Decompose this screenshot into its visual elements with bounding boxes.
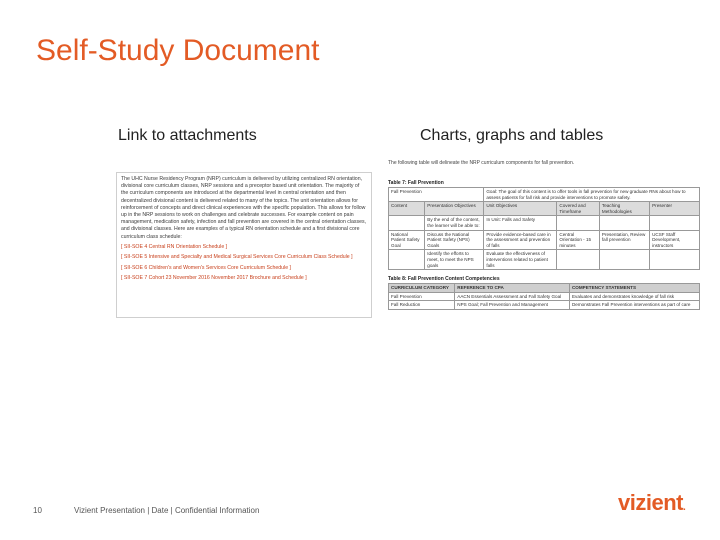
tables-intro: The following table will delineate the NRP curriculum components for fall prevention.: [388, 160, 575, 166]
table-cell: [650, 250, 700, 270]
table-cell: Evaluate the effectiveness of interventions related to patient falls: [484, 250, 557, 270]
table-cell: Demonstrates Fall Prevention interventions as part of care: [569, 301, 699, 310]
attachments-document-excerpt: [116, 172, 372, 318]
table-cell: [389, 216, 425, 230]
column-header: REFERENCE TO CPA: [455, 284, 570, 293]
table-cell: National Patient Safety Goal: [389, 230, 425, 250]
column-header: Covered and Timeframe: [557, 202, 600, 216]
tables-document-excerpt: [388, 160, 700, 400]
table-cell: UCSF Staff Development, instructors: [650, 230, 700, 250]
column-header: CURRICULUM CATEGORY: [389, 284, 455, 293]
table-cell: In Unit: Falls and Safety: [484, 216, 557, 230]
table-cell: [599, 250, 649, 270]
table-header-row: [389, 284, 700, 293]
fall-competencies-table: [388, 283, 700, 310]
attachment-link-cohort-brochure[interactable]: [ SII-SOE 7 Cohort 23 November 2016 November 2017 Brochure and Schedule ]: [121, 275, 307, 282]
table-row: [389, 216, 700, 230]
attachment-link-central-orientation[interactable]: [ SII-SOE 4 Central RN Orientation Schedule ]: [121, 243, 228, 250]
table-row: [389, 188, 700, 202]
attachment-link-childrens-womens[interactable]: [ SII-SOE 6 Children's and Women's Services Core Curriculum Schedule ]: [121, 264, 291, 271]
column-header: COMPETENCY STATEMENTS: [569, 284, 699, 293]
table-row: [389, 292, 700, 301]
page-title: Self-Study Document: [36, 34, 320, 67]
logo-text: vizient: [618, 490, 683, 515]
table-cell: [650, 216, 700, 230]
table-cell: Evaluates and demonstrates knowledge of fall risk: [569, 292, 699, 301]
table-cell: AACN Essentials Assessment and Fall Safety Goal: [455, 292, 570, 301]
table2-caption: Table 8: Fall Prevention Content Competencies: [388, 276, 500, 283]
table-cell: [599, 216, 649, 230]
logo-mark: .: [682, 502, 686, 513]
column-header: Presentation Objectives: [425, 202, 484, 216]
table-cell: NPS Goal; Fall Prevention and Management: [455, 301, 570, 310]
table-cell: Central Orientation - 15 minutes: [557, 230, 600, 250]
column-header: Content: [389, 202, 425, 216]
table-cell: Presentation, Review fall prevention: [599, 230, 649, 250]
column-header: Teaching Methodologies: [599, 202, 649, 216]
table-cell: [557, 216, 600, 230]
table-row: [389, 301, 700, 310]
table-cell: Identify the efforts to meet, to meet the NPS goals: [425, 250, 484, 270]
left-column-heading: Link to attachments: [118, 127, 257, 144]
table-cell: Fall Prevention: [389, 188, 484, 202]
vizient-logo: [618, 490, 685, 516]
table-cell: Discuss the National Patient Safety (NPS) Goals: [425, 230, 484, 250]
table-cell: Fall Prevention: [389, 292, 455, 301]
table-cell: Provide evidence-based care in the assessment and prevention of falls: [484, 230, 557, 250]
table-header-row: [389, 202, 700, 216]
table-cell: [389, 250, 425, 270]
column-header: Presenter: [650, 202, 700, 216]
fall-prevention-table: [388, 187, 700, 270]
page-number: 10: [33, 506, 42, 515]
table-cell: Fall Reduction: [389, 301, 455, 310]
table-row: [389, 250, 700, 270]
table1-caption: Table 7: Fall Prevention: [388, 180, 444, 186]
column-header: Unit Objectives: [484, 202, 557, 216]
attachment-link-intensive-services[interactable]: [ SII-SOE 5 Intensive and Specialty and Medical Surgical Services Core Curriculum Class Schedule ]: [121, 254, 353, 261]
curriculum-paragraph: The UHC Nurse Residency Program (NRP) curriculum is delivered by utilizing centralized RN orientation, divisional core curriculum classes, NRP sessions and a preceptor based unit orientation. The majority of the curriculum components are introduced at the departmental level in central orientation and then decentralized divisional content is delivered related to many of the topics. The unit orientation allows for reinforcement of concepts and direct clinical experiences with the specific population. This allows for follow up in the NRP sessions to work on challenges and celebrate successes. For example content on pain management, medication safety, infection and fall prevention are covered in the central orientation classes, and divisional classes. Here are examples of a typical RN orientation schedule and a first divisional core curriculum class schedule:: [121, 176, 367, 240]
right-column-heading: Charts, graphs and tables: [420, 127, 604, 144]
table-row: [389, 230, 700, 250]
footer-text: Vizient Presentation | Date | Confidential Information: [74, 506, 260, 515]
table-cell: [557, 250, 600, 270]
table-cell: By the end of the content, the learner will be able to:: [425, 216, 484, 230]
table-cell: Goal: The goal of this content is to offer tools in fall prevention for new graduate RNs about how to assess patients for fall risk and provide interventions to promote safety.: [484, 188, 700, 202]
